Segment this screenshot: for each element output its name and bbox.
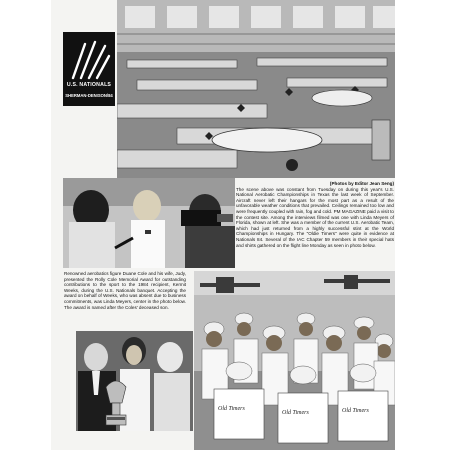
shirt-text-3: Old Timers [342, 408, 369, 414]
hangar-caption-text: The scene above was constant from Tuesday on during this year's U.S. National Aerobatic Championships in Texas the last week of September. Aircraft never left their hangars for the most part as a result of the unfavorable weather conditions that prevailed. Ceilings remained too low and were frequently coupled with rain, fog and cold. PM MAGAZINE paid a visit to the contest site. Among the interviews filmed was one with Linda Meyers of Florida, shown at left. She was a member of the current U.S. Aerobatic Team, which had just returned from a highly successful stint at the World Championships in Hungary. The "Oldie Timers" were quite in evidence at Nationals 84. Several of the IAC Chapter 59 members in their special hats and shirts gathered on the flight line Monday as seen in photo below. [236, 186, 394, 248]
logo-line-1: U.S. NATIONALS [66, 82, 112, 88]
oldie-timers-group-photo [194, 271, 395, 450]
award-caption [64, 271, 186, 310]
us-nationals-logo [63, 32, 115, 106]
photo-credit: (Photos by Editor Jean Seng) [329, 181, 394, 186]
hangar-caption [236, 181, 394, 248]
aerobatic-planes-icon [67, 36, 111, 80]
tv-interview-photo [63, 178, 235, 268]
hangar-biplanes-photo [117, 0, 395, 178]
logo-line-2: SHERMAN-DENISON/84 [65, 93, 113, 98]
shirt-text-2: Old Timers [282, 410, 309, 416]
award-caption-text: Renowned aerobatics figure Duane Cole and his wife, Judy, presented the Rolly Cole Memorial Award for outstanding contributions to the sport to the 1984 recipient, Kermit Weeks, during the U.S. Nationals banquet. Accepting the award on behalf of Weeks, who was absent due to business commitments, was Linda Meyers, center in the photo below. The award is named after the Coles' deceased son. [64, 271, 186, 310]
award-presentation-photo [76, 331, 193, 431]
shirt-text-1: Old Timers [218, 406, 245, 412]
